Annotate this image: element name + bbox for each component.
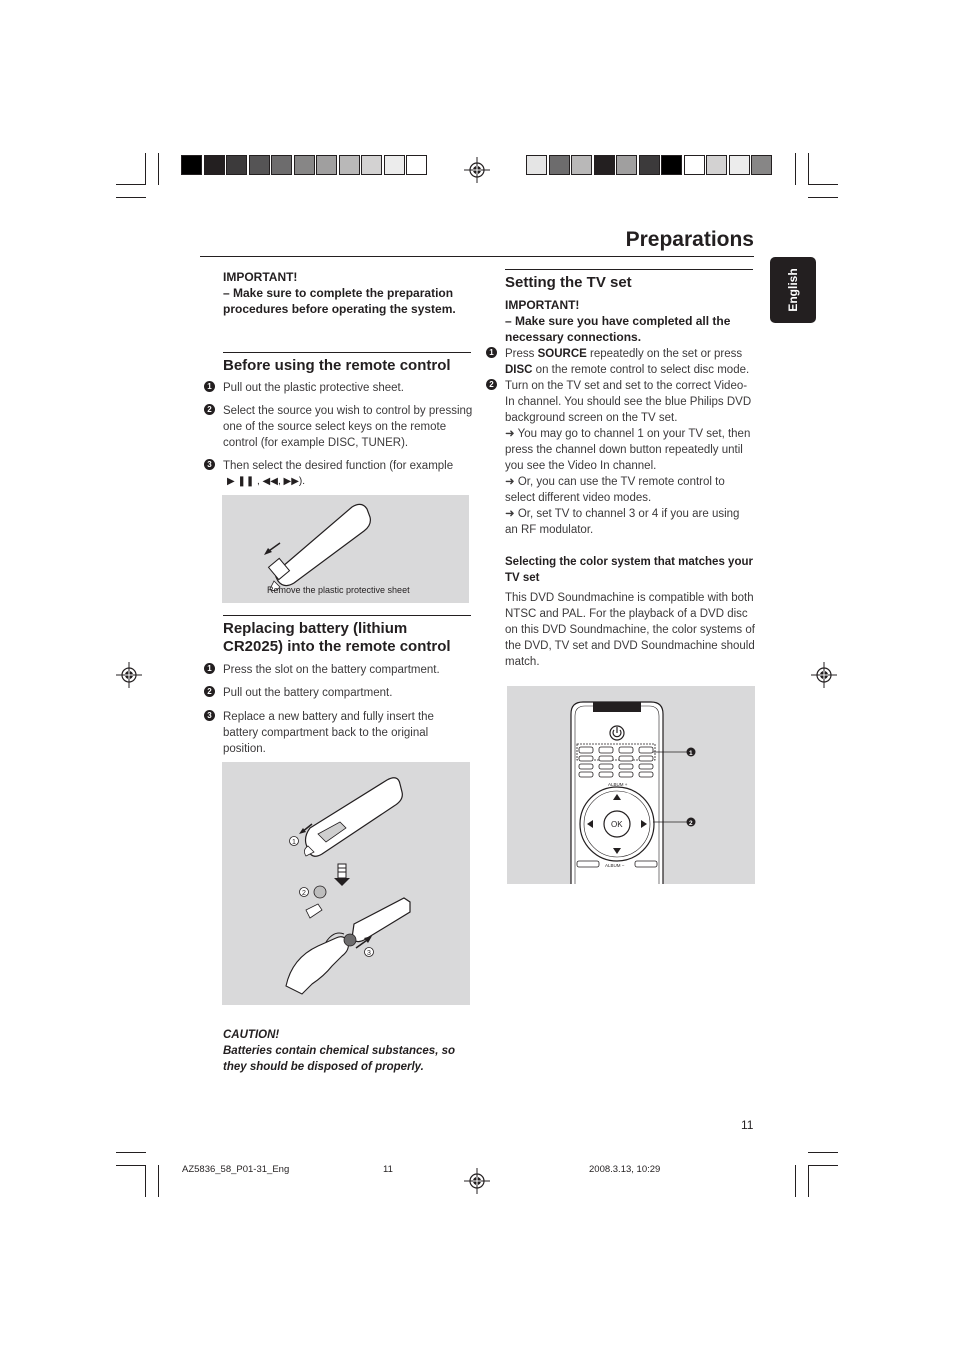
- protective-sheet-figure: [222, 495, 469, 603]
- page-title: Preparations: [625, 228, 754, 251]
- color-section-heading: Selecting the color system that matches your TV set: [505, 556, 753, 584]
- footer-file: AZ5836_58_P01-31_Eng: [182, 1164, 290, 1175]
- remote-section-heading: Before using the remote control: [223, 352, 471, 375]
- tv-note-2: ➜ Or, you can use the TV remote control to select different video modes.: [505, 476, 725, 504]
- callout-2: 2: [689, 820, 693, 827]
- tv-section-heading: Setting the TV set: [505, 269, 753, 292]
- tv-note-3: ➜ Or, set TV to channel 3 or 4 if you are using an RF modulator.: [505, 508, 740, 536]
- title-rule: [200, 256, 754, 257]
- album-plus-label: ALBUM +: [608, 782, 628, 787]
- color-swatch: [384, 155, 405, 175]
- figure-caption: Remove the plastic protective sheet: [267, 585, 410, 595]
- tv-step-1-pre: Press: [505, 348, 538, 360]
- footer-page: 11: [383, 1164, 393, 1175]
- remote-step-2: Select the source you wish to control by pressing one of the source select keys on the remote control (for example DISC, TUNER).: [223, 405, 473, 449]
- caution-block: [223, 1027, 473, 1075]
- step-number-icon: 2: [204, 686, 215, 697]
- step-number-icon: 1: [204, 381, 215, 392]
- step-number-icon: 3: [204, 459, 215, 470]
- color-swatch: [204, 155, 225, 175]
- tv-important-text: – Make sure you have completed all the necessary connections.: [505, 314, 731, 344]
- battery-step-1: Press the slot on the battery compartment.: [223, 664, 440, 676]
- tv-step-1-mid: repeatedly on the set or press: [586, 348, 743, 360]
- remote-step-3: [223, 458, 473, 490]
- callout-1: 1: [689, 750, 693, 757]
- color-swatch: [616, 155, 637, 175]
- tv-important: [505, 297, 755, 345]
- remote-step-3-text: Then select the desired function (for example: [223, 460, 454, 472]
- battery-step-2: Pull out the battery compartment.: [223, 687, 393, 699]
- remote-buttons-figure: [507, 686, 755, 884]
- color-swatch: [729, 155, 750, 175]
- registration-mark-icon: [116, 662, 142, 688]
- remote-control-front-illustration: [507, 686, 755, 884]
- tv-note-1: ➜ You may go to channel 1 on your TV set, then press the channel down button repeatedly until you see the Video In channel.: [505, 428, 751, 472]
- color-swatch: [339, 155, 360, 175]
- battery-replacement-figure: [222, 762, 470, 1005]
- color-swatch: [271, 155, 292, 175]
- footer-date: 2008.3.13, 10:29: [589, 1164, 661, 1175]
- source-key: SOURCE: [537, 348, 587, 360]
- tv-step-2: [505, 378, 755, 538]
- step-number-icon: 1: [204, 663, 215, 674]
- page-number: 11: [741, 1118, 754, 1132]
- important-notice: [223, 269, 473, 317]
- color-swatch: [406, 155, 427, 175]
- disc-key: DISC: [505, 364, 533, 376]
- color-swatch: [639, 155, 660, 175]
- color-swatch: [706, 155, 727, 175]
- tv-important-heading: IMPORTANT!: [505, 298, 580, 312]
- color-swatch: [249, 155, 270, 175]
- tv-step-1: [505, 346, 755, 378]
- step-number-icon: 2: [204, 404, 215, 415]
- battery-step-3: Replace a new battery and fully insert the battery compartment back to the original position.: [223, 711, 434, 755]
- tv-section: [505, 269, 753, 292]
- color-swatch: [361, 155, 382, 175]
- registration-mark-icon: [464, 157, 490, 183]
- step-number-icon: 1: [486, 347, 497, 358]
- language-tab-label: English: [786, 268, 800, 312]
- battery-section-heading: Replacing battery (lithium CR2025) into the remote control: [223, 615, 471, 656]
- color-section-text: This DVD Soundmachine is compatible with both NTSC and PAL. For the playback of a DVD disc on this DVD Soundmachine, the color systems of the DVD, TV set and DVD Soundmachine should match.: [505, 592, 755, 668]
- caution-heading: CAUTION!: [223, 1029, 280, 1041]
- remote-step-1: Pull out the plastic protective sheet.: [223, 382, 404, 394]
- step-number-icon: 2: [486, 379, 497, 390]
- ok-button-label: OK: [611, 820, 623, 829]
- remote-section: [223, 352, 471, 375]
- album-minus-label: ALBUM −: [605, 863, 625, 868]
- remote-step-3-symbols: ▶ ❚❚ , ◀◀, ▶▶).: [227, 476, 305, 487]
- step-number-icon: 3: [204, 710, 215, 721]
- color-swatch: [751, 155, 772, 175]
- caution-text: Batteries contain chemical substances, so they should be disposed of properly.: [223, 1045, 456, 1073]
- language-tab: [770, 257, 816, 323]
- important-text: – Make sure to complete the preparation procedures before operating the system.: [223, 286, 456, 316]
- registration-mark-icon: [811, 662, 837, 688]
- figure-callout-1: 1: [292, 839, 296, 846]
- color-swatch: [526, 155, 547, 175]
- color-swatch: [316, 155, 337, 175]
- color-swatch: [181, 155, 202, 175]
- battery-section: [223, 615, 471, 656]
- color-swatch: [294, 155, 315, 175]
- tv-step-2-text: Turn on the TV set and set to the correct Video-In channel. You should see the blue Philips DVD background screen on the TV set.: [505, 380, 752, 424]
- color-swatch: [226, 155, 247, 175]
- tv-step-1-post: on the remote control to select disc mode.: [532, 364, 750, 376]
- battery-replacement-illustration: [222, 762, 470, 1005]
- color-swatch: [684, 155, 705, 175]
- color-swatch: [594, 155, 615, 175]
- figure-callout-3: 3: [367, 950, 371, 957]
- color-swatch: [661, 155, 682, 175]
- important-heading: IMPORTANT!: [223, 270, 298, 284]
- figure-callout-2: 2: [302, 890, 306, 897]
- color-swatch: [571, 155, 592, 175]
- color-swatch: [549, 155, 570, 175]
- registration-mark-icon: [464, 1168, 490, 1194]
